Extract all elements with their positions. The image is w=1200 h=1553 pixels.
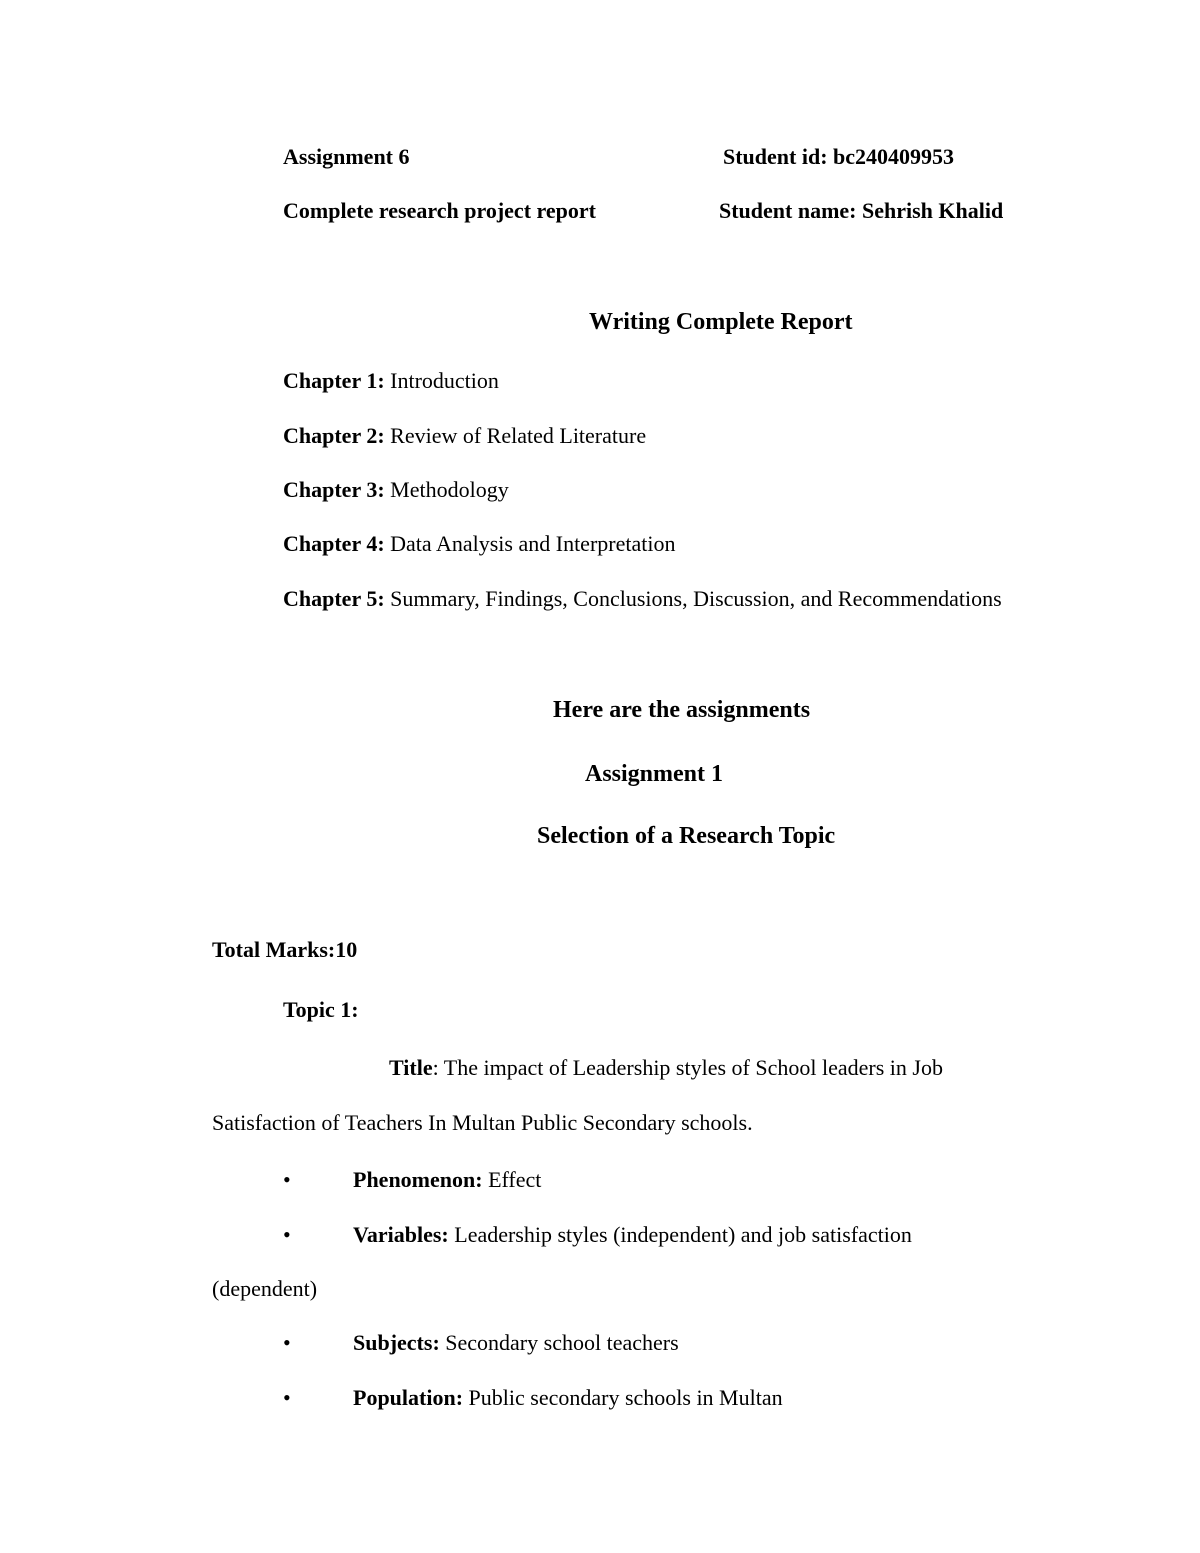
student-id: Student id: bc240409953 (723, 144, 955, 169)
item-text: Effect (482, 1167, 542, 1192)
list-item-continuation: (dependent) (212, 1276, 318, 1301)
assignment-number: Assignment 6 (283, 144, 410, 169)
item-label: Phenomenon: (353, 1167, 483, 1192)
report-subtitle: Complete research project report (283, 198, 596, 223)
title-text: : The impact of Leadership styles of School leaders in Job (432, 1055, 943, 1080)
bullet-icon: • (283, 1330, 291, 1355)
chapter-title: Review of Related Literature (390, 423, 647, 448)
total-marks: Total Marks:10 (212, 937, 358, 962)
item-label: Subjects: (353, 1330, 440, 1355)
assignments-intro: Here are the assignments (553, 697, 811, 723)
list-item (353, 1169, 541, 1191)
chapter-item (283, 533, 675, 555)
assignment-title: Assignment 1 (585, 761, 724, 787)
topic-label: Topic 1: (283, 997, 359, 1022)
topic-title-continuation: Satisfaction of Teachers In Multan Public Secondary schools. (212, 1110, 753, 1135)
chapter-item (283, 479, 509, 501)
title-label: Title (389, 1055, 433, 1080)
list-item (353, 1224, 912, 1246)
item-text: Leadership styles (independent) and job satisfaction (448, 1222, 912, 1247)
topic-title-line (389, 1057, 943, 1079)
chapter-item (283, 588, 1002, 610)
item-text: Public secondary schools in Multan (463, 1385, 783, 1410)
chapter-title: Introduction (390, 368, 499, 393)
item-text: Secondary school teachers (439, 1330, 679, 1355)
chapter-title: Data Analysis and Interpretation (390, 531, 676, 556)
list-item (353, 1387, 783, 1409)
item-label: Variables: (353, 1222, 449, 1247)
chapter-label: Chapter 4: (283, 531, 385, 556)
chapter-label: Chapter 3: (283, 477, 385, 502)
chapter-title: Methodology (390, 477, 509, 502)
chapter-item (283, 425, 646, 447)
chapter-title: Summary, Findings, Conclusions, Discussion, and Recommendations (390, 586, 1002, 611)
item-label: Population: (353, 1385, 464, 1410)
bullet-icon: • (283, 1167, 291, 1192)
chapter-item (283, 370, 499, 392)
assignment-subtitle: Selection of a Research Topic (537, 823, 836, 849)
bullet-icon: • (283, 1222, 291, 1247)
student-name: Student name: Sehrish Khalid (719, 198, 1004, 223)
bullet-icon: • (283, 1385, 291, 1410)
chapter-label: Chapter 2: (283, 423, 385, 448)
chapter-label: Chapter 5: (283, 586, 385, 611)
list-item (353, 1332, 679, 1354)
chapter-label: Chapter 1: (283, 368, 385, 393)
report-heading: Writing Complete Report (589, 309, 853, 335)
